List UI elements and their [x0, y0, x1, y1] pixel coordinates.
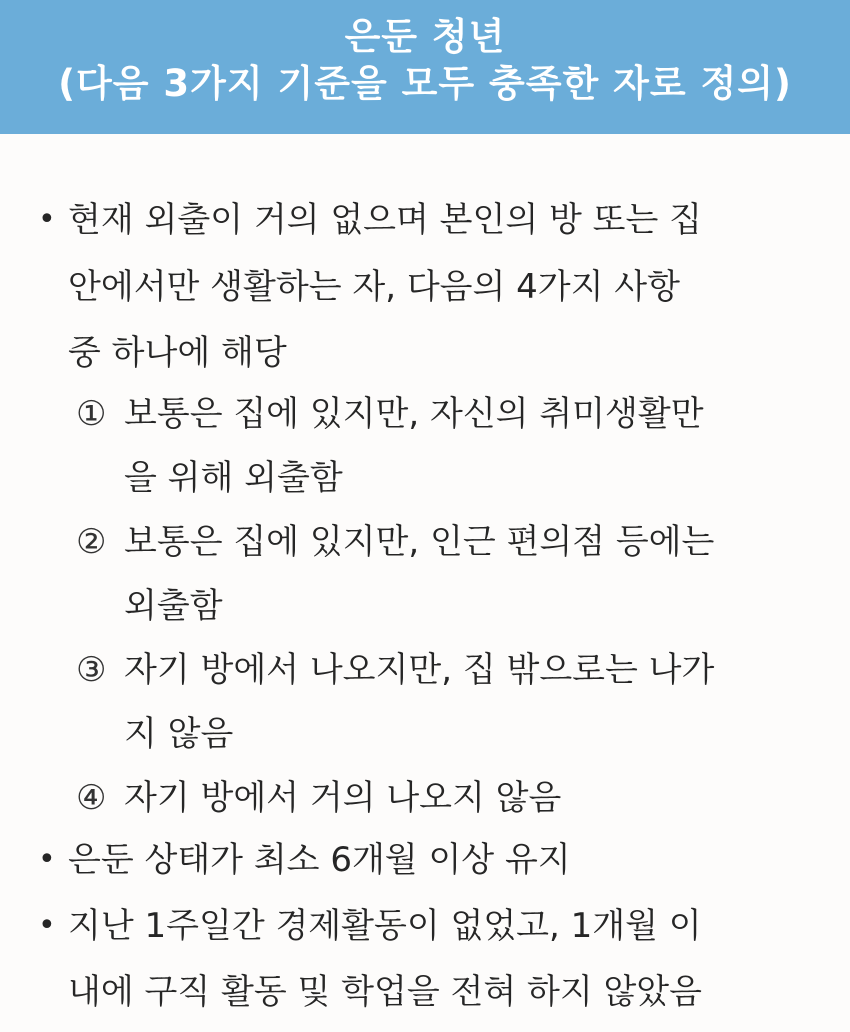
circled-number-4: ④ [76, 778, 107, 818]
subitem-2-line-1: 보통은 집에 있지만, 인근 편의점 등에는 [124, 522, 715, 562]
criterion-3-line-1: 지난 1주일간 경제활동이 없었고, 1개월 이 [68, 906, 702, 946]
criterion-1-line-2: 안에서만 생활하는 자, 다음의 4가지 사항 [68, 267, 680, 307]
subitem-1-line-2: 을 위해 외출함 [124, 458, 343, 498]
criterion-2-line-1: 은둔 상태가 최소 6개월 이상 유지 [68, 840, 571, 880]
title-banner [0, 0, 850, 134]
page-title: 은둔 청년 [344, 15, 506, 58]
bullet-icon: • [38, 908, 56, 943]
circled-number-2: ② [76, 522, 107, 562]
criterion-1-line-3: 중 하나에 해당 [68, 333, 287, 373]
criterion-1-line-1: 현재 외출이 거의 없으며 본인의 방 또는 집 [68, 200, 702, 240]
bullet-icon: • [38, 842, 56, 877]
criterion-3-line-2: 내에 구직 활동 및 학업을 전혀 하지 않았음 [68, 972, 702, 1012]
circled-number-3: ③ [76, 650, 107, 690]
page-subtitle: (다음 3가지 기준을 모두 충족한 자로 정의) [58, 62, 792, 105]
circled-number-1: ① [76, 394, 107, 434]
subitem-4-line-1: 자기 방에서 거의 나오지 않음 [124, 778, 562, 818]
subitem-3-line-1: 자기 방에서 나오지만, 집 밖으로는 나가 [124, 650, 715, 690]
subitem-1-line-1: 보통은 집에 있지만, 자신의 취미생활만 [124, 394, 704, 434]
subitem-3-line-2: 지 않음 [124, 714, 234, 754]
subitem-2-line-2: 외출함 [124, 586, 223, 626]
bullet-icon: • [38, 202, 56, 237]
criteria-list [0, 134, 850, 1032]
